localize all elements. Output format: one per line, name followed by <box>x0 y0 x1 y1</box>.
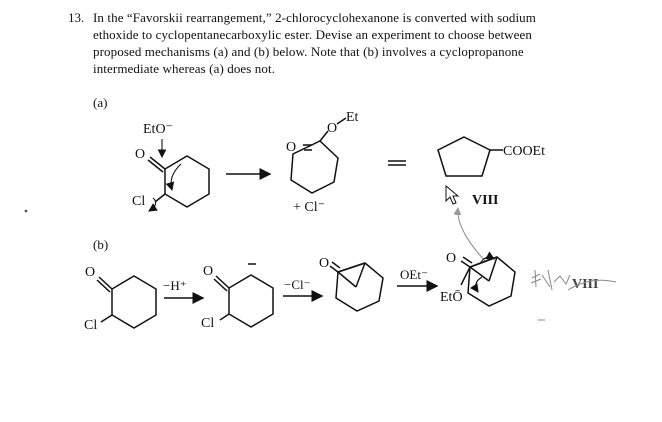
a-curved-arrow <box>171 164 181 190</box>
a-ethoxide-label: EtO⁻ <box>143 122 173 137</box>
b-step1-reagent: −H⁺ <box>163 278 187 293</box>
a-oxygen-label: O <box>135 147 146 162</box>
b-chlorine-2: Cl <box>201 316 215 331</box>
b-chloroketone <box>84 265 156 333</box>
handwritten-scribble <box>531 270 570 320</box>
b-oxygen-1: O <box>85 265 96 280</box>
a-chloroketone <box>132 122 209 211</box>
mechanism-b-label: (b) <box>93 237 109 252</box>
a-product-oxygen: O <box>286 140 297 155</box>
b-ethoxy-adduct <box>440 251 515 306</box>
question-line-2: ethoxide to cyclopentanecarboxylic ester. Devise an experiment to choose between <box>93 27 532 42</box>
a-ester-product <box>438 137 545 176</box>
b-ethoxy-4: EtŌ <box>440 290 463 305</box>
annotation-arrow <box>458 208 486 262</box>
a-ether-oxygen: O <box>327 121 338 136</box>
question-line-3: proposed mechanisms (a) and (b) below. Note that (b) involves a cyclopropanone <box>93 44 524 59</box>
b-scribbled-label: VIII <box>572 277 599 292</box>
a-compound-label: VIII <box>472 193 499 208</box>
a-chloride-byproduct: + Cl⁻ <box>293 200 326 215</box>
b-cyclopropanone <box>319 256 383 311</box>
question-line-1: In the “Favorskii rearrangement,” 2-chlorocyclohexanone is converted with sodium <box>93 10 536 25</box>
b-step3-reagent: OEt⁻ <box>400 267 428 282</box>
b-oxygen-4: O <box>446 251 457 266</box>
b-oxygen-3: O <box>319 256 330 271</box>
a-ester-group: COOEt <box>503 144 545 159</box>
b-oxygen-2: O <box>203 264 214 279</box>
b-step2-reagent: −Cl⁻ <box>284 277 311 292</box>
mechanism-a-label: (a) <box>93 95 108 110</box>
a-intermediate <box>286 110 359 215</box>
mouse-cursor-icon <box>446 186 458 204</box>
a-ethyl-label: Et <box>346 110 359 125</box>
question-number: 13. <box>68 10 85 25</box>
b-chlorine-1: Cl <box>84 318 98 333</box>
equals-sign <box>388 161 406 165</box>
stray-dot <box>25 210 28 213</box>
question-line-4: intermediate whereas (a) does not. <box>93 61 276 76</box>
a-chlorine-label: Cl <box>132 194 146 209</box>
b-enolate <box>201 264 273 331</box>
